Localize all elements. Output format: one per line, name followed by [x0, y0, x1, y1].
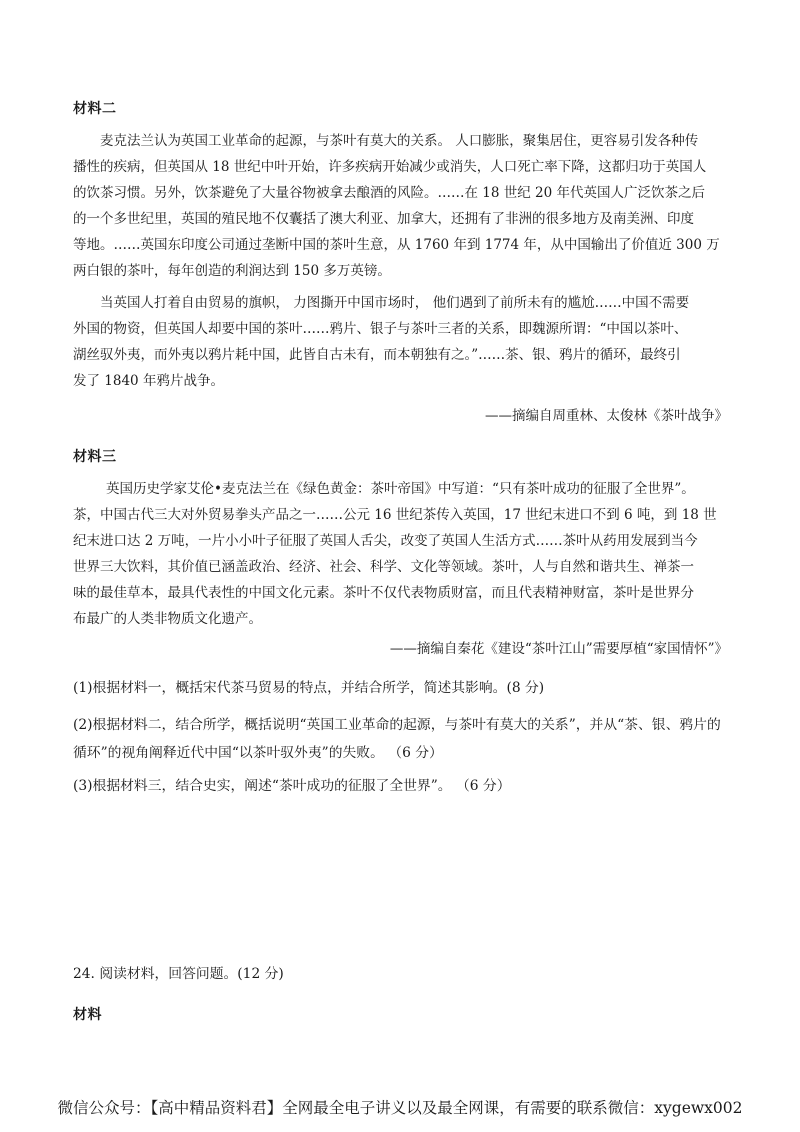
material2-source: ——摘编自周重林、太俊林《茶叶战争》 — [485, 408, 728, 424]
text-line: 外国的物资，但英国人却要中国的茶叶……鸦片、银子与茶叶三者的关系，即魏源所谓：“中国以茶叶、 — [73, 321, 688, 337]
question-line: (2)根据材料二，结合所学，概括说明“英国工业革命的起源，与茶叶有莫大的关系”，并从“茶、银、鸦片的 — [73, 717, 721, 733]
text-line: 茶，中国古代三大对外贸易拳头产品之一……公元 16 世纪茶传入英国，17 世纪末进口不到 6 吨，到 18 世 — [73, 507, 717, 523]
material-next-heading: 材料 — [73, 1007, 102, 1023]
material3-heading: 材料三 — [73, 449, 117, 465]
text-line: 发了 1840 年鸦片战争。 — [73, 373, 224, 389]
material2-paragraph-2 — [73, 290, 729, 394]
footer-watermark-text: 微信公众号：【高中精品资料君】全网最全电子讲义以及最全网课，有需要的联系微信：xygewx002 — [57, 1099, 743, 1117]
question-2 — [73, 711, 733, 767]
question-line: 24. 阅读材料，回答问题。(12 分) — [73, 966, 284, 982]
question-line: (1)根据材料一，概括宋代茶马贸易的特点，并结合所学，简述其影响。(8 分) — [73, 680, 545, 696]
text-line: 麦克法兰认为英国工业革命的起源，与茶叶有莫大的关系。 人口膨胀，聚集居住，更容易引发各种传 — [100, 133, 699, 149]
text-line: 布最广的人类非物质文化遗产。 — [73, 611, 262, 627]
question-24 — [73, 960, 733, 988]
question-3 — [73, 772, 733, 800]
text-line: 的一个多世纪里，英国的殖民地不仅囊括了澳大利亚、加拿大，还拥有了非洲的很多地方及南美洲、印度 — [73, 211, 694, 227]
text-line: 英国历史学家艾伦•麦克法兰在《绿色黄金：茶叶帝国》中写道：“只有茶叶成功的征服了全世界”。 — [106, 481, 695, 497]
text-line: 纪末进口达 2 万吨，一片小小叶子征服了英国人舌尖，改变了英国人生活方式……茶叶从药用发展到当今 — [73, 533, 698, 549]
text-line: 世界三大饮料，其价值已涵盖政治、经济、社会、科学、文化等领域。茶叶，人与自然和谐共生、禅茶一 — [73, 559, 694, 575]
text-line: 播性的疾病，但英国从 18 世纪中叶开始，许多疾病开始减少或消失，人口死亡率下降，这都归功于英国人 — [73, 159, 707, 175]
text-line: 味的最佳草本，最具代表性的中国文化元素。茶叶不仅代表物质财富，而且代表精神财富，茶叶是世界分 — [73, 585, 694, 601]
question-1 — [73, 674, 733, 702]
material3-paragraph — [73, 476, 729, 632]
material2-heading: 材料二 — [73, 101, 117, 117]
text-line: 两白银的茶叶，每年创造的利润达到 150 多万英镑。 — [73, 263, 391, 279]
text-line: 等地。……英国东印度公司通过垄断中国的茶叶生意，从 1760 年到 1774 年，从中国输出了价值近 300 万 — [73, 237, 720, 253]
text-line: 的饮茶习惯。另外，饮茶避免了大量谷物被拿去酿酒的风险。……在 18 世纪 20 年代英国人广泛饮茶之后 — [73, 185, 706, 201]
material2-paragraph-1 — [73, 128, 729, 284]
text-line: 湖丝驭外夷，而外夷以鸦片耗中国，此皆自古未有，而本朝独有之。”……茶、银、鸦片的循环，最终引 — [73, 347, 681, 363]
question-line: 循环”的视角阐释近代中国“以茶叶驭外夷”的失败。 （6 分） — [73, 745, 443, 761]
question-line: (3)根据材料三，结合史实，阐述“茶叶成功的征服了全世界”。 （6 分） — [73, 778, 511, 794]
material3-source: ——摘编自秦花《建设“茶叶江山”需要厚植“家国情怀”》 — [389, 641, 728, 657]
text-line: 当英国人打着自由贸易的旗帜， 力图撕开中国市场时， 他们遇到了前所未有的尴尬……中国不需要 — [100, 295, 690, 311]
